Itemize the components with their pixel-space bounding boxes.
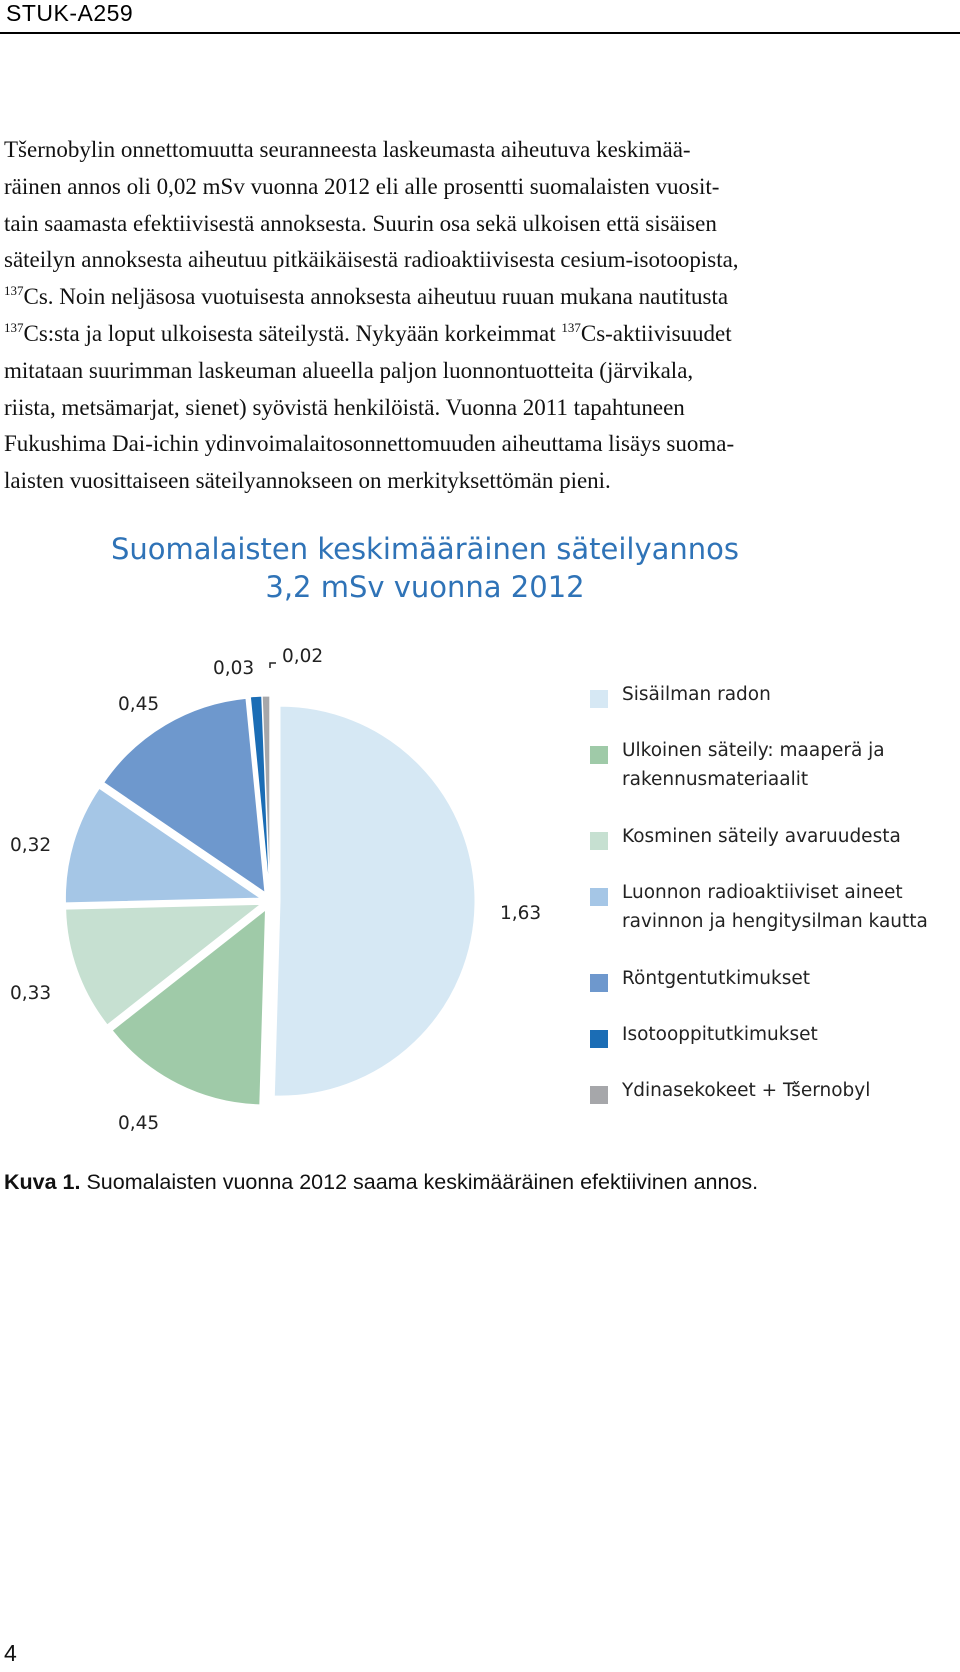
chart-title: Suomalaisten keskimääräinen säteilyannos [110, 532, 740, 566]
body-line: säteilyn annoksesta aiheutuu pitkäikäisestä radioaktiivisesta cesium-isotoopista, [4, 247, 739, 273]
body-line: tain saamasta efektiivisestä annoksesta. Suurin osa sekä ulkoisen että sisäisen [4, 210, 717, 236]
chart-subtitle: 3,2 mSv vuonna 2012 [265, 570, 585, 604]
figure-caption [4, 1170, 758, 1195]
body-line: Cs:sta ja loput ulkoisesta säteilystä. Nykyään korkeimmat [23, 320, 562, 346]
leader-line [270, 663, 276, 668]
legend-label: Isotooppitutkimukset [622, 1024, 818, 1045]
caption-label: Kuva 1. [4, 1170, 81, 1194]
caption-text: Suomalaisten vuonna 2012 saama keskimääräinen efektiivinen annos. [80, 1170, 759, 1194]
legend-label: Kosminen säteily avaruudesta [622, 826, 901, 847]
legend-label: Ulkoinen säteily: maaperä ja rakennusmateriaalit [622, 740, 885, 790]
slice-label-fallout: 0,02 [282, 646, 324, 667]
slice-label-nuclear-medicine: 0,03 [213, 658, 255, 679]
slice-label-xray: 0,45 [118, 694, 160, 715]
body-line: Cs. Noin neljäsosa vuotuisesta annoksesta aiheutuu ruuan mukana nautitusta [23, 284, 729, 310]
isotope-superscript: 137 [561, 319, 581, 335]
legend-label: Ydinasekokeet + Tšernobyl [622, 1080, 871, 1101]
body-line: riista, metsämarjat, sienet) syövistä henkilöistä. Vuonna 2011 tapahtuneen [4, 394, 685, 420]
body-line: Fukushima Dai-ichin ydinvoimalaitosonnettomuuden aiheuttama lisäys suoma- [4, 431, 735, 457]
page-number: 4 [4, 1640, 17, 1666]
legend-label: Sisäilman radon [622, 684, 771, 705]
isotope-superscript: 137 [4, 283, 24, 299]
report-code: STUK-A259 [6, 0, 134, 26]
legend-swatch [590, 974, 608, 992]
legend-swatch [590, 832, 608, 850]
legend-swatch [590, 888, 608, 906]
body-line: räinen annos oli 0,02 mSv vuonna 2012 eli alle prosentti suomalaisten vuosit- [4, 173, 720, 199]
slice-label-cosmic: 0,33 [10, 983, 52, 1004]
isotope-superscript: 137 [4, 319, 24, 335]
legend-swatch [590, 1030, 608, 1048]
legend-label: Luonnon radioaktiiviset aineet ravinnon ja hengitysilman kautta [622, 882, 928, 932]
legend-label: Röntgentutkimukset [622, 968, 810, 989]
slice-label-external: 0,45 [118, 1113, 160, 1134]
body-line: mitataan suurimman laskeuman alueella paljon luonnontuotteita (järvikala, [4, 357, 694, 383]
slice-label-internal: 0,32 [10, 835, 52, 856]
slice-label-radon: 1,63 [500, 903, 542, 924]
legend-swatch [590, 746, 608, 764]
body-line: Tšernobylin onnettomuutta seuranneesta laskeumasta aiheutuva keskimää- [4, 137, 691, 162]
body-line: Cs-aktiivisuudet [580, 320, 732, 346]
legend-swatch [590, 1086, 608, 1104]
body-line: laisten vuosittaiseen säteilyannokseen on merkityksettömän pieni. [4, 468, 611, 494]
pie-slice-radon [274, 706, 475, 1096]
legend-swatch [590, 690, 608, 708]
